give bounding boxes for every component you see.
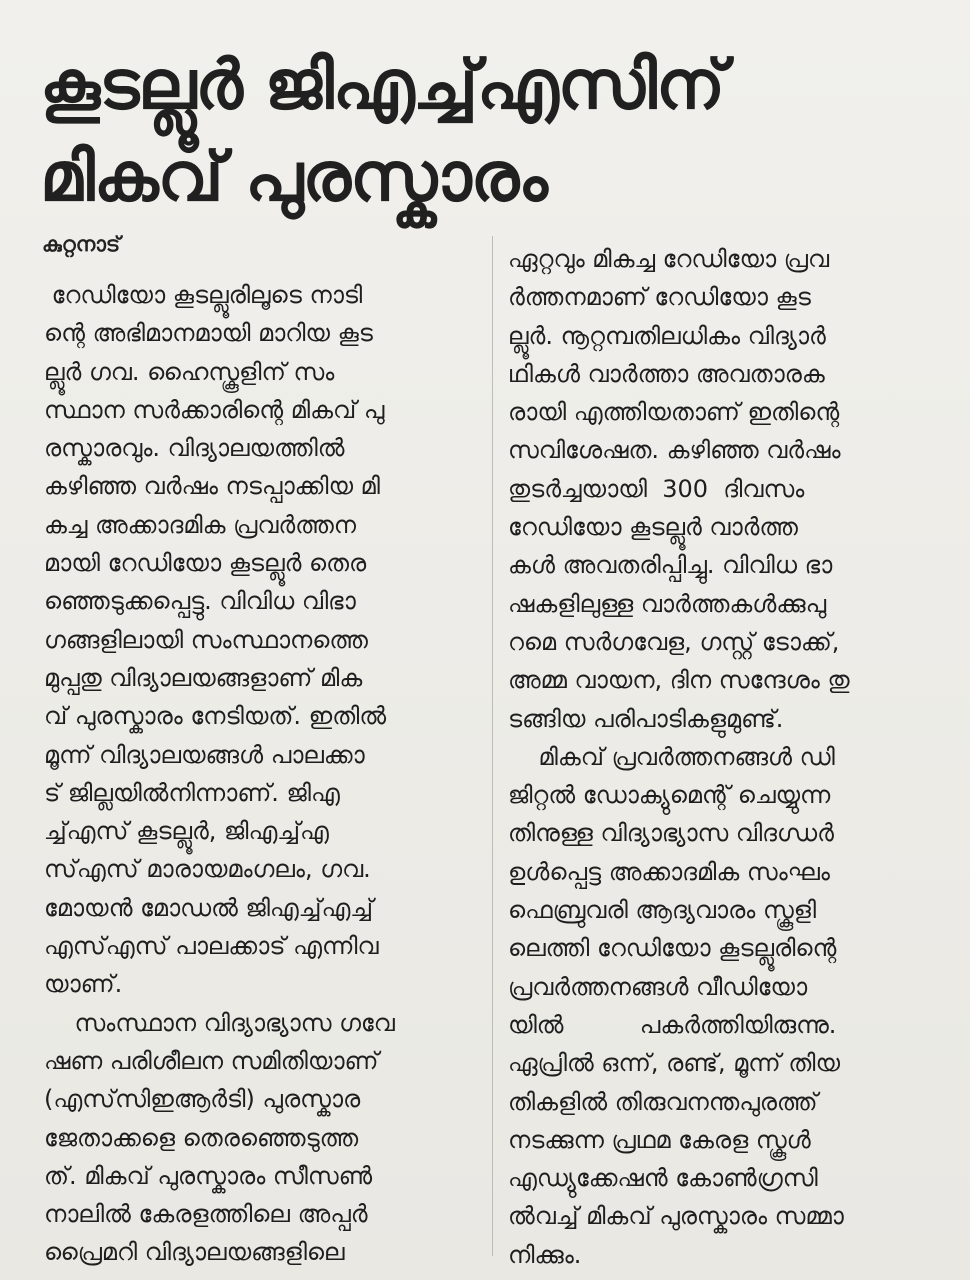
text-line: നാലിൽ കേരളത്തിലെ അപ്പർ <box>44 1200 368 1229</box>
text-line: (എസ്‌സിഇആർടി) പുരസ്കാര <box>44 1085 361 1114</box>
text-line: സ്ഥാന സർക്കാരിന്റെ മികവ് പു <box>44 395 385 424</box>
text-line: ഥികൾ വാർത്താ അവതാരക <box>508 359 825 388</box>
dateline: കുറ്റനാട് <box>42 232 121 256</box>
text-line: കച്ച അക്കാദമിക പ്രവർത്തന <box>44 510 357 539</box>
text-line: യിൽ പകർത്തിയിരുന്നു. <box>508 1010 837 1039</box>
text-line: ജിറ്റൽ ഡോക്യുമെന്റ് ചെയ്യുന്ന <box>508 781 831 810</box>
article-column-left <box>44 276 484 1272</box>
text-line: തുടർച്ചയായി 300 ദിവസം <box>508 474 805 503</box>
text-line: അമ്മ വായന, ദിന സന്ദേശം തു <box>508 666 850 695</box>
text-line: ട് ജില്ലയിൽനിന്നാണ്. ജിഎ <box>44 778 340 807</box>
text-line: ടങ്ങിയ പരിപാടികളുമുണ്ട്. <box>508 704 784 733</box>
text-line: കൾ അവതരിപ്പിച്ചു. വിവിധ ഭാ <box>508 551 833 580</box>
text-line: ഷകളിലുള്ള വാർത്തകൾക്കുപു <box>508 589 827 618</box>
text-line: യാണ്. <box>44 970 123 999</box>
text-line: ർത്തനമാണ് റേഡിയോ കൂട <box>508 283 811 312</box>
text-line: ഞ്ഞെടുക്കപ്പെട്ടു. വിവിധ വിഭാ <box>44 587 356 616</box>
text-line: മോയൻ മോഡൽ ജിഎച്ച്എച്ച് <box>44 893 374 922</box>
headline <box>40 40 940 224</box>
text-line: പ്രവർത്തനങ്ങൾ വീഡിയോ <box>508 972 808 1001</box>
text-line: മുപ്പതു വിദ്യാലയങ്ങളാണ് മിക <box>44 663 363 692</box>
text-line: ലെത്തി റേഡിയോ കൂടല്ലൂരിന്റെ <box>508 934 837 963</box>
text-line: രായി എത്തിയതാണ് ഇതിന്റെ <box>508 398 840 427</box>
text-line: സംസ്ഥാന വിദ്യാഭ്യാസ ഗവേ <box>44 1008 395 1037</box>
text-line: ഉൾപ്പെട്ട അക്കാദമിക സംഘം <box>508 857 830 886</box>
text-line: ഫെബ്രുവരി ആദ്യവാരം സ്കൂളി <box>508 896 817 925</box>
text-line: ഏപ്രിൽ ഒന്ന്, രണ്ട്, മൂന്ന് തിയ <box>508 1049 841 1078</box>
text-line: കഴിഞ്ഞ വർഷം നടപ്പാക്കിയ മി <box>44 472 380 501</box>
text-line: ല്ലൂർ. നൂറ്റമ്പതിലധികം വിദ്യാർ <box>508 321 826 350</box>
text-line: റേഡിയോ കൂടല്ലൂർ വാർത്ത <box>508 513 798 542</box>
text-line: മൂന്ന് വിദ്യാലയങ്ങൾ പാലക്കാ <box>44 740 365 769</box>
text-line: എസ്എസ് പാലക്കാട് എന്നിവ <box>44 932 379 961</box>
text-line: ല്ലൂർ ഗവ. ഹൈസ്കൂളിന് സം <box>44 357 335 386</box>
text-line: തിനുള്ള വിദ്യാഭ്യാസ വിദഗ്ധർ <box>508 819 834 848</box>
text-line: റേഡിയോ കൂടല്ലൂരിലൂടെ നാടി <box>44 281 363 309</box>
text-line: ന്റെ അഭിമാനമായി മാറിയ കൂട <box>44 319 373 348</box>
text-line: തികളിൽ തിരുവനന്തപുരത്ത് <box>508 1087 818 1116</box>
text-line: വ് പുരസ്കാരം നേടിയത്. ഇതിൽ <box>44 702 387 731</box>
text-line: നടക്കുന്ന പ്രഥമ കേരള സ്കൂൾ <box>508 1125 811 1154</box>
text-line: റമെ സർഗവേള, ഗസ്റ്റ് ടോക്ക്, <box>508 627 840 656</box>
text-line: ജേതാക്കളെ തെരഞ്ഞെടുത്ത <box>44 1123 359 1152</box>
text-line: ഏറ്റവും മികച്ച റേഡിയോ പ്രവ <box>508 245 830 273</box>
text-line: എഡ്യുക്കേഷൻ കോൺഗ്രസി <box>508 1164 818 1193</box>
text-line: ഷണ പരിശീലന സമിതിയാണ് <box>44 1046 379 1075</box>
text-line: നിക്കും. <box>508 1240 582 1269</box>
column-divider <box>492 236 493 1256</box>
text-line: പ്രൈമറി വിദ്യാലയങ്ങളിലെ <box>44 1238 345 1267</box>
text-line: മായി റേഡിയോ കൂടല്ലൂർ തെര <box>44 549 367 578</box>
headline-line-1: കൂടല്ലൂർ ജിഎച്ച്എസിന് <box>40 46 725 125</box>
text-line: ത്. മികവ് പുരസ്കാരം സീസൺ <box>44 1161 373 1190</box>
headline-line-2: മികവ് പുരസ്കാരം <box>40 138 547 217</box>
text-line: രസ്കാരവും. വിദ്യാലയത്തിൽ <box>44 434 345 463</box>
text-line: സവിശേഷത. കഴിഞ്ഞ വർഷം <box>508 436 841 465</box>
text-line: മികവ് പ്രവർത്തനങ്ങൾ ഡി <box>508 742 835 771</box>
text-line: സ്എസ് മാരായമംഗലം, ഗവ. <box>44 855 371 884</box>
text-line: ൽവച്ച് മികവ് പുരസ്കാരം സമ്മാ <box>508 1202 844 1231</box>
text-line: ച്ച്എസ് കൂടല്ലൂർ, ജിഎച്ച്എ <box>44 817 329 846</box>
text-line: ഗങ്ങളിലായി സംസ്ഥാനത്തെ <box>44 625 368 654</box>
article-column-right <box>508 240 938 1274</box>
